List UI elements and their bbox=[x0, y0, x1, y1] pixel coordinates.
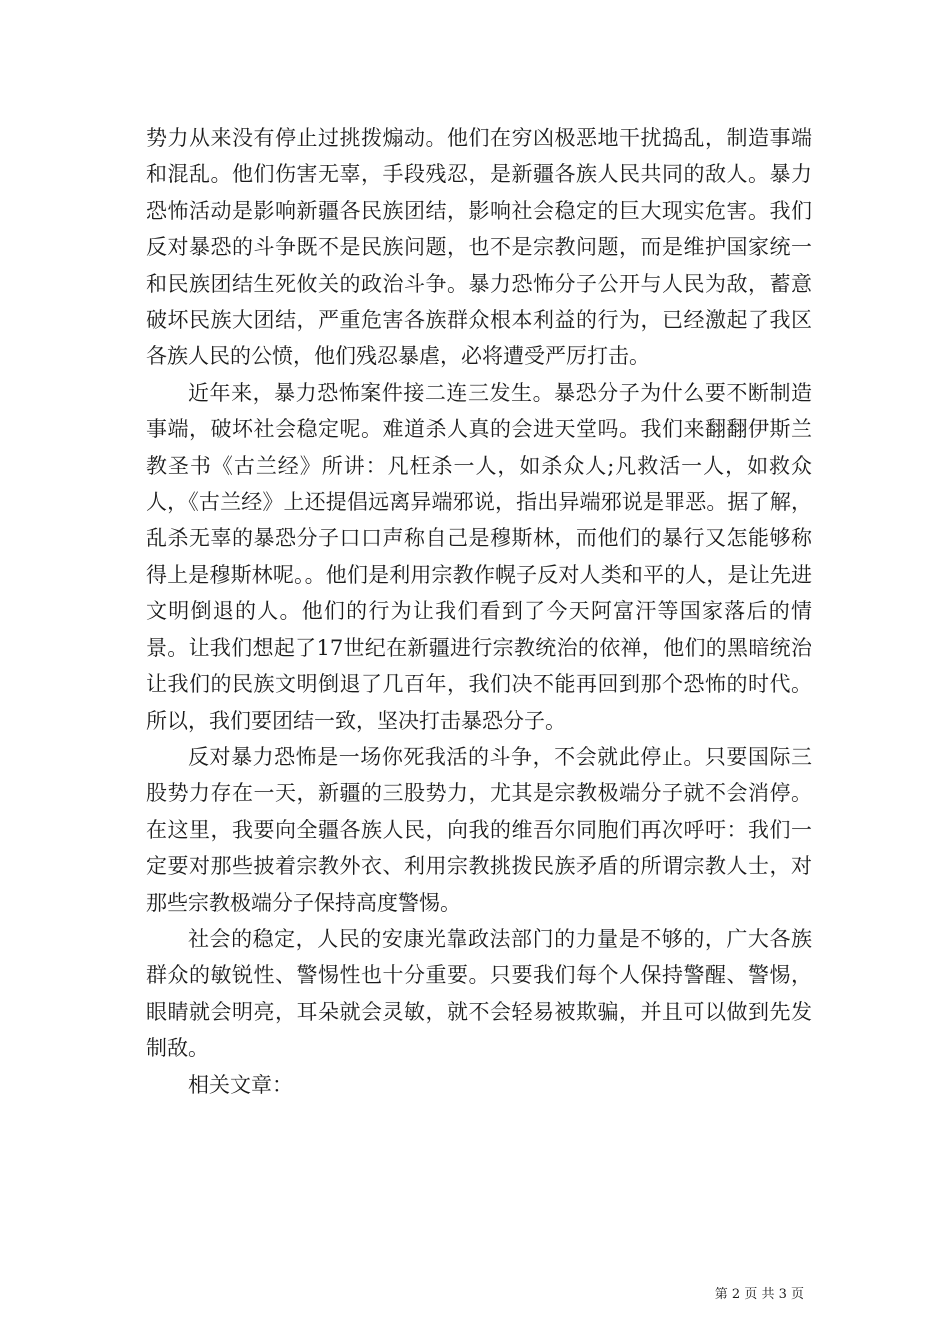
paragraph-1: 势力从来没有停止过挑拨煽动。他们在穷凶极恶地干扰捣乱，制造事端和混乱。他们伤害无辜，手段残忍，是新疆各族人民共同的敌人。暴力恐怖活动是影响新疆各民族团结，影响社会稳定的巨大现实危害。我们反对暴恐的斗争既不是民族问题，也不是宗教问题，而是维护国家统一和民族团结生死攸关的政治斗争。暴力恐怖分子公开与人民为敌，蓄意破坏民族大团结，严重危害各族群众根本利益的行为，已经激起了我区各族人民的公愤，他们残忍暴虐，必将遭受严厉打击。 bbox=[146, 126, 812, 369]
document-body bbox=[146, 120, 812, 1103]
page-number: 第 2 页 共 3 页 bbox=[714, 1287, 804, 1302]
paragraph-4: 社会的稳定，人民的安康光靠政法部门的力量是不够的，广大各族群众的敏锐性、警惕性也十分重要。只要我们每个人保持警醒、警惕，眼睛就会明亮，耳朵就会灵敏，就不会轻易被欺骗，并且可以做到先发制敌。 bbox=[146, 926, 812, 1061]
paragraph-2: 近年来，暴力恐怖案件接二连三发生。暴恐分子为什么要不断制造事端，破坏社会稳定呢。难道杀人真的会进天堂吗。我们来翻翻伊斯兰教圣书《古兰经》所讲：凡枉杀一人，如杀众人;凡救活一人，如救众人，《古兰经》上还提倡远离异端邪说，指出异端邪说是罪恶。据了解，乱杀无辜的暴恐分子口口声称自己是穆斯林，而他们的暴行又怎能够称得上是穆斯林呢。。他们是利用宗教作幌子反对人类和平的人，是让先进文明倒退的人。他们的行为让我们看到了今天阿富汗等国家落后的情景。让我们想起了17世纪在新疆进行宗教统治的依禅，他们的黑暗统治让我们的民族文明倒退了几百年，我们决不能再回到那个恐怖的时代。所以，我们要团结一致，坚决打击暴恐分子。 bbox=[146, 380, 812, 733]
related-articles-label: 相关文章： bbox=[188, 1072, 293, 1097]
paragraph-3: 反对暴力恐怖是一场你死我活的斗争，不会就此停止。只要国际三股势力存在一天，新疆的三股势力，尤其是宗教极端分子就不会消停。在这里，我要向全疆各族人民，向我的维吾尔同胞们再次呼吁：我们一定要对那些披着宗教外衣、利用宗教挑拨民族矛盾的所谓宗教人士，对那些宗教极端分子保持高度警惕。 bbox=[146, 744, 812, 915]
